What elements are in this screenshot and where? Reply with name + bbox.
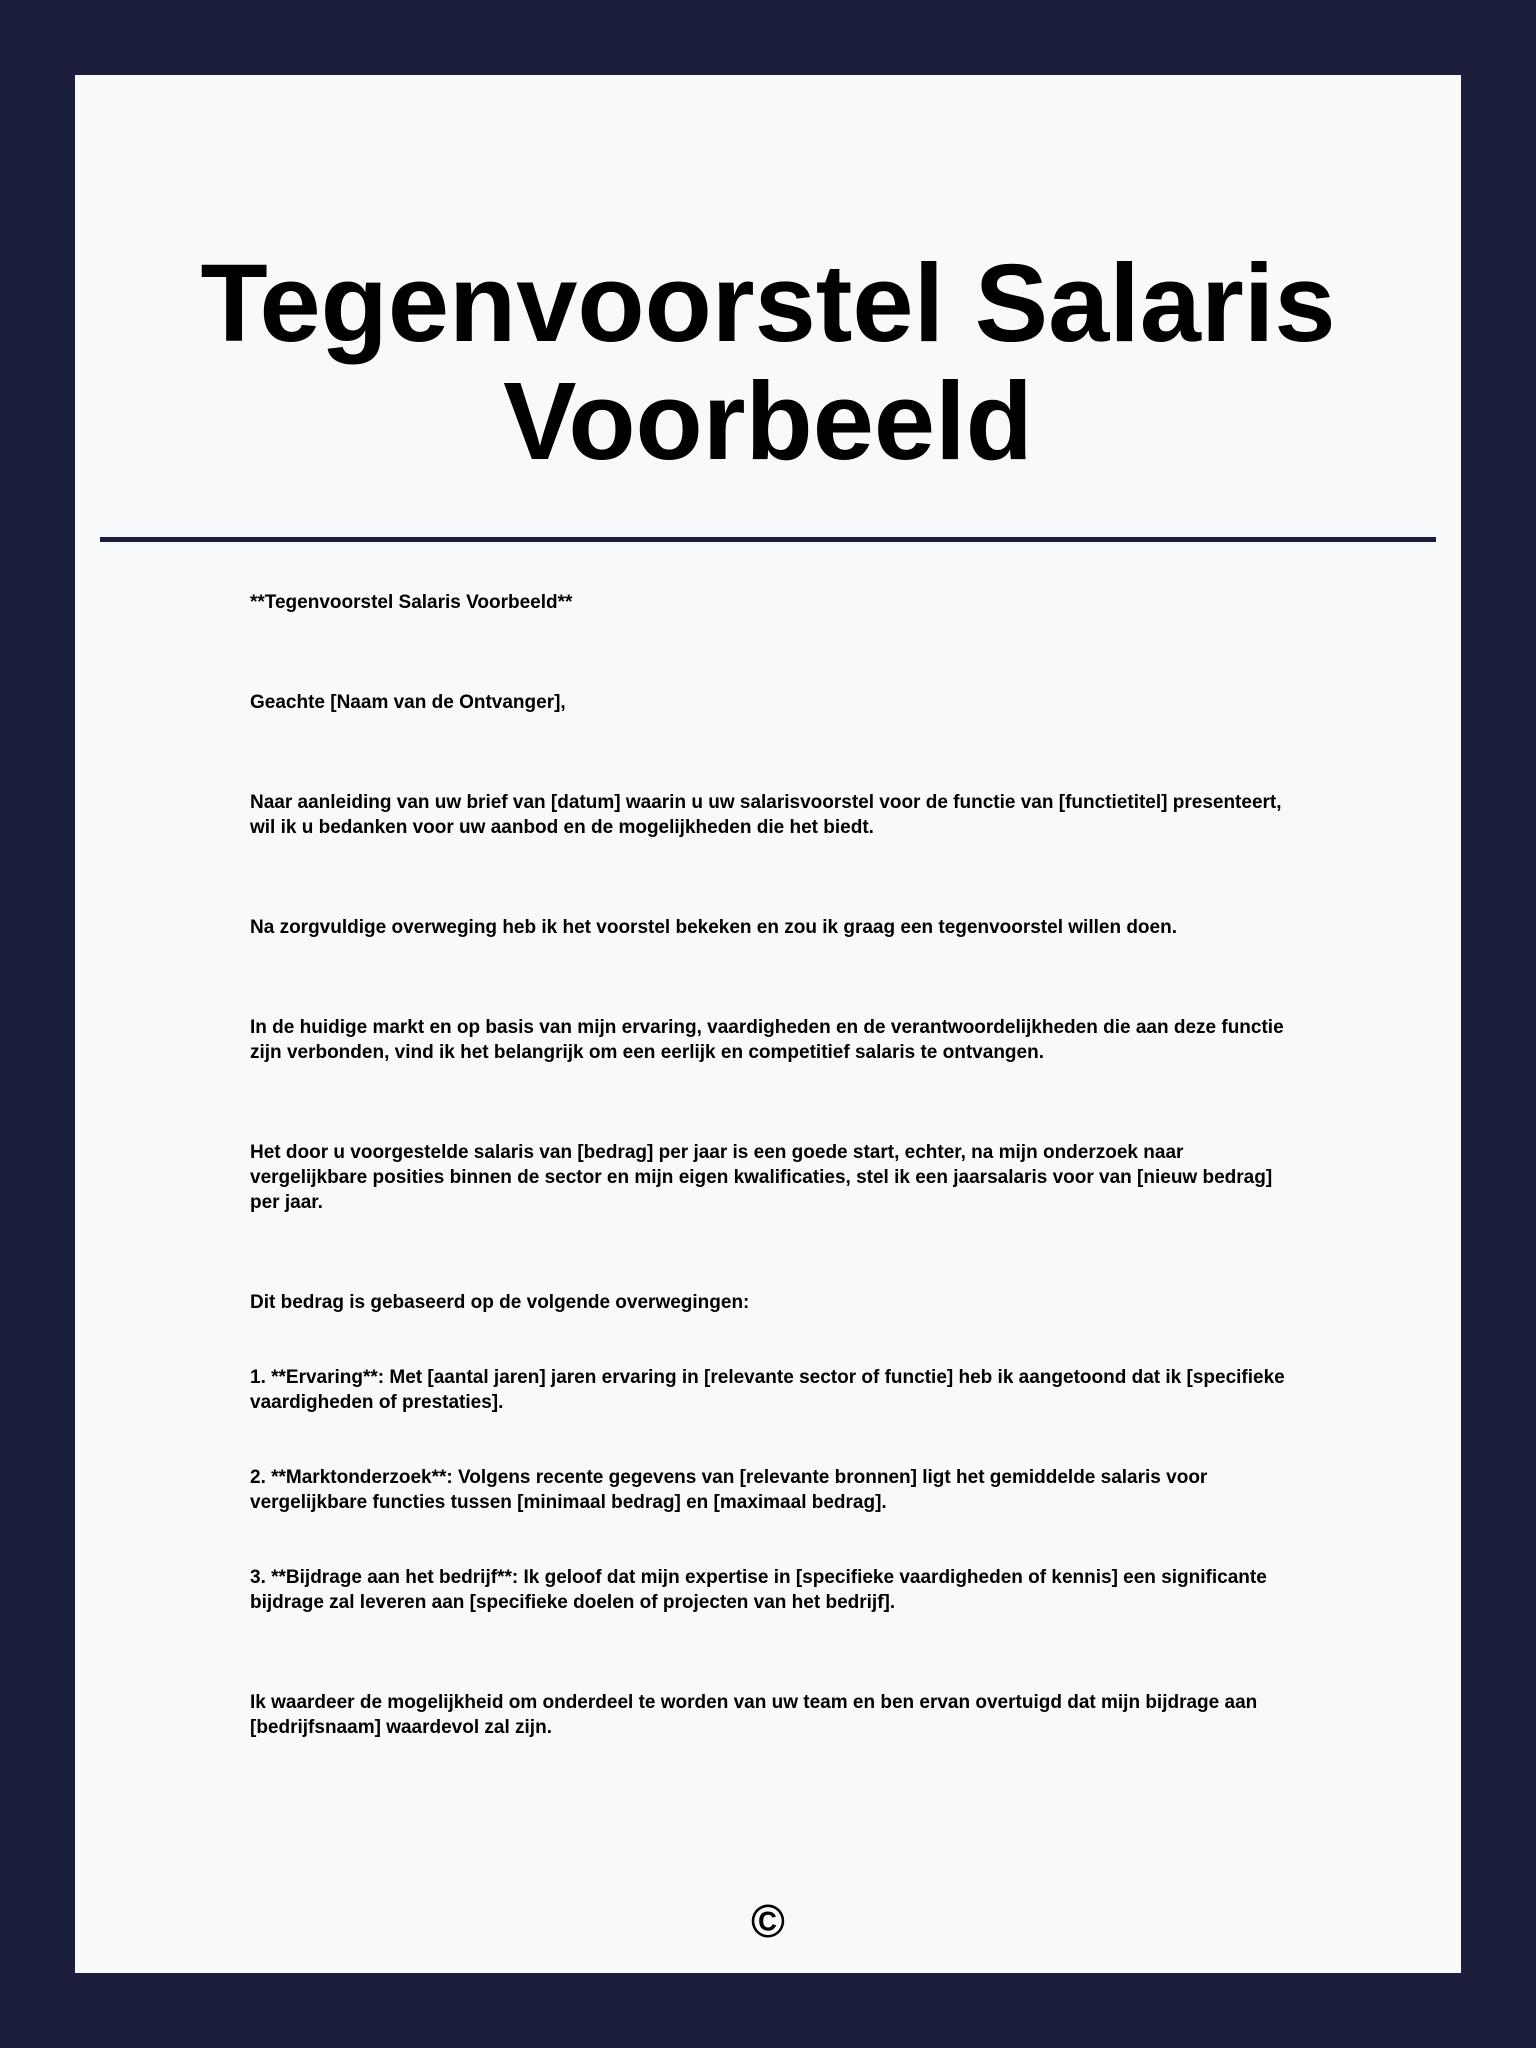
paragraph-consideration: Na zorgvuldige overweging heb ik het voorstel bekeken en zou ik graag een tegenvoorstel willen doen. <box>250 917 1177 938</box>
paragraph-proposal: Het door u voorgestelde salaris van [bedrag] per jaar is een goede start, echter, na mijn onderzoek naar vergelijkbare posities binnen de sector en mijn eigen kwalificaties, stel ik een jaarsalaris voor van [nieuw bedrag] per jaar. <box>250 1142 1273 1213</box>
document-page <box>75 75 1461 1973</box>
document-title: Tegenvoorstel Salaris Voorbeeld <box>200 242 1336 483</box>
paragraph-heading: **Tegenvoorstel Salaris Voorbeeld** <box>250 592 573 613</box>
paragraph-closing: Ik waardeer de mogelijkheid om onderdeel te worden van uw team en ben ervan overtuigd dat mijn bijdrage aan [bedrijfsnaam] waardevol zal zijn. <box>250 1692 1258 1738</box>
list-item-contribution: 3. **Bijdrage aan het bedrijf**: Ik geloof dat mijn expertise in [specifieke vaardigheden of kennis] een significante bijdrage zal leveren aan [specifieke doelen of projecten van het bedrijf]. <box>250 1567 1267 1613</box>
document-body <box>250 590 1290 1740</box>
paragraph-intro: Naar aanleiding van uw brief van [datum] waarin u uw salarisvoorstel voor de functie van [functietitel] presenteert, wil ik u bedanken voor uw aanbod en de mogelijkheden die het biedt. <box>250 792 1282 838</box>
title-divider <box>100 537 1436 542</box>
paragraph-salutation: Geachte [Naam van de Ontvanger], <box>250 692 566 713</box>
list-item-experience: 1. **Ervaring**: Met [aantal jaren] jaren ervaring in [relevante sector of functie] heb ik aangetoond dat ik [specifieke vaardigheden of prestaties]. <box>250 1367 1285 1413</box>
copyright-icon: © <box>751 1895 785 1947</box>
list-item-market-research: 2. **Marktonderzoek**: Volgens recente gegevens van [relevante bronnen] ligt het gemiddelde salaris voor vergelijkbare functies tussen [minimaal bedrag] en [maximaal bedrag]. <box>250 1467 1208 1513</box>
paragraph-market: In de huidige markt en op basis van mijn ervaring, vaardigheden en de verantwoordelijkheden die aan deze functie zijn verbonden, vind ik het belangrijk om een eerlijk en competitief salaris te ontvangen. <box>250 1017 1284 1063</box>
paragraph-basis: Dit bedrag is gebaseerd op de volgende overwegingen: <box>250 1292 750 1313</box>
